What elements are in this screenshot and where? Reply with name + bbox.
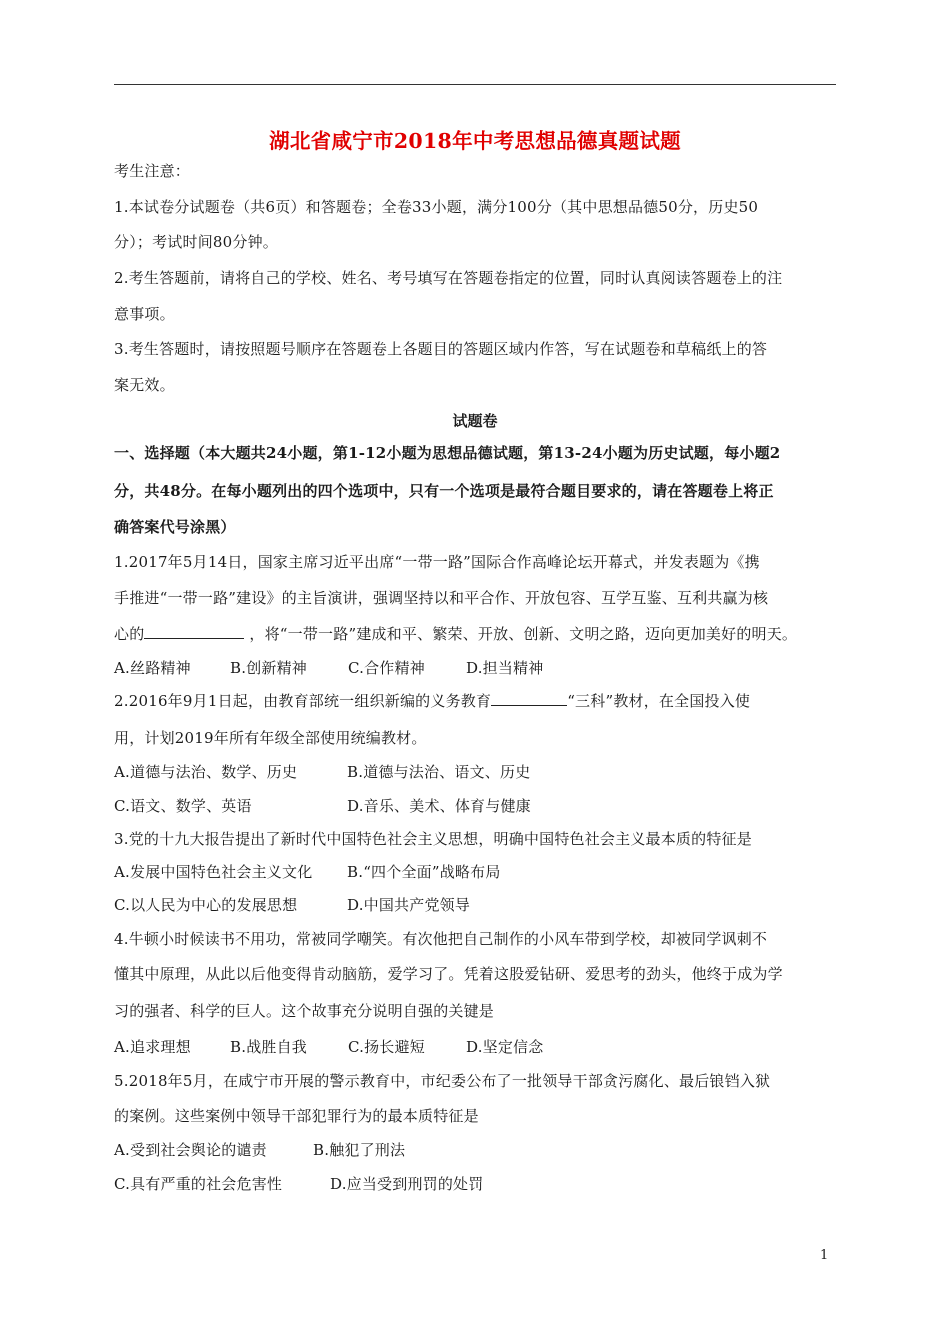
- q2-options-row-1: [114, 762, 838, 782]
- part1-instructions-line-1: 一、选择题（本大题共24小题，第1-12小题为思想品德试题，第13-24小题为历史试题，每小题2: [114, 444, 781, 462]
- q5-option-a: A.受到社会舆论的谴责: [114, 1141, 267, 1159]
- q4-line-3: 习的强者、科学的巨人。这个故事充分说明自强的关键是: [114, 1002, 495, 1020]
- q3-options-row-1: [114, 862, 838, 882]
- q3-option-c: C.以人民为中心的发展思想: [114, 896, 298, 914]
- q1-option-d: D.担当精神: [466, 659, 544, 677]
- q5-option-b: B.触犯了刑法: [313, 1141, 406, 1159]
- notice-3-line-2: 案无效。: [114, 376, 175, 394]
- q5-line-1: 5.2018年5月，在咸宁市开展的警示教育中，市纪委公布了一批领导干部贪污腐化、最后锒铛入狱: [114, 1072, 771, 1090]
- q5-options-row-2: [114, 1174, 838, 1194]
- q2-option-a: A.道德与法治、数学、历史: [114, 763, 298, 781]
- q1-line-1: 1.2017年5月14日，国家主席习近平出席“一带一路”国际合作高峰论坛开幕式，并发表题为《携: [114, 553, 760, 571]
- q4-line-2: 懂其中原理，从此以后他变得肯动脑筋，爱学习了。凭着这股爱钻研、爱思考的劲头，他终于成为学: [114, 965, 783, 983]
- part1-instructions-line-2: 分，共48分。在每小题列出的四个选项中，只有一个选项是最符合题目要求的，请在答题卷上将正: [114, 482, 774, 500]
- q4-line-1: 4.牛顿小时候读书不用功，常被同学嘲笑。有次他把自己制作的小风车带到学校，却被同学讽刺不: [114, 930, 768, 948]
- q3-option-b: B.“四个全面”战略布局: [347, 863, 501, 881]
- q5-options-row-1: [114, 1140, 838, 1160]
- q1-line-3: [114, 624, 838, 644]
- q1-line-3-pre: 心的: [114, 625, 145, 643]
- q1-option-b: B.创新精神: [230, 659, 307, 677]
- q5-option-c: C.具有严重的社会危害性: [114, 1175, 283, 1193]
- q4-option-a: A.追求理想: [114, 1038, 191, 1056]
- q2-answer-blank: [491, 691, 567, 706]
- q1-line-3-post: ，将“一带一路”建成和平、繁荣、开放、创新、文明之路，迈向更加美好的明天。: [249, 625, 798, 643]
- q4-option-b: B.战胜自我: [230, 1038, 307, 1056]
- q2-option-d: D.音乐、美术、体育与健康: [347, 797, 531, 815]
- q1-line-2: 手推进“一带一路”建设》的主旨演讲，强调坚持以和平合作、开放包容、互学互鉴、互利共赢为核: [114, 589, 769, 607]
- notice-2-line-1: 2.考生答题前，请将自己的学校、姓名、考号填写在答题卷指定的位置，同时认真阅读答题卷上的注: [114, 269, 783, 287]
- q3-options-row-2: [114, 895, 838, 915]
- q2-option-c: C.语文、数学、英语: [114, 797, 252, 815]
- notice-heading: 考生注意：: [114, 162, 191, 180]
- q5-line-2: 的案例。这些案例中领导干部犯罪行为的最本质特征是: [114, 1107, 479, 1125]
- q2-option-b: B.道德与法治、语文、历史: [347, 763, 531, 781]
- q2-line-1-pre: 2.2016年9月1日起，由教育部统一组织新编的义务教育: [114, 692, 492, 710]
- q3-option-d: D.中国共产党领导: [347, 896, 471, 914]
- q2-line-1-post: “三科”教材，在全国投入使: [567, 692, 751, 710]
- q2-options-row-2: [114, 796, 838, 816]
- notice-1-line-2: 分）；考试时间80分钟。: [114, 233, 278, 251]
- q4-options: [114, 1037, 838, 1057]
- q1-option-c: C.合作精神: [348, 659, 425, 677]
- q2-line-2: 用，计划2019年所有年级全部使用统编教材。: [114, 729, 427, 747]
- q5-option-d: D.应当受到刑罚的处罚: [330, 1175, 484, 1193]
- q3-line-1: 3.党的十九大报告提出了新时代中国特色社会主义思想，明确中国特色社会主义最本质的特征是: [114, 830, 752, 848]
- q1-answer-blank: [144, 624, 244, 639]
- part1-instructions-line-3: 确答案代号涂黑）: [114, 518, 236, 536]
- page-number: 1: [820, 1248, 829, 1263]
- q4-option-d: D.坚定信念: [466, 1038, 544, 1056]
- q3-option-a: A.发展中国特色社会主义文化: [114, 863, 313, 881]
- q2-line-1: [114, 691, 838, 711]
- q1-option-a: A.丝路精神: [114, 659, 191, 677]
- notice-2-line-2: 意事项。: [114, 305, 175, 323]
- q1-options: [114, 658, 838, 678]
- header-rule: [114, 84, 836, 85]
- q4-option-c: C.扬长避短: [348, 1038, 425, 1056]
- document-title: 湖北省咸宁市2018年中考思想品德真题试题: [269, 129, 681, 153]
- notice-1-line-1: 1.本试卷分试题卷（共6页）和答题卷；全卷33小题，满分100分（其中思想品德50分，历史50: [114, 198, 759, 216]
- section-title: 试题卷: [452, 412, 498, 430]
- notice-3-line-1: 3.考生答题时，请按照题号顺序在答题卷上各题目的答题区域内作答，写在试题卷和草稿纸上的答: [114, 340, 768, 358]
